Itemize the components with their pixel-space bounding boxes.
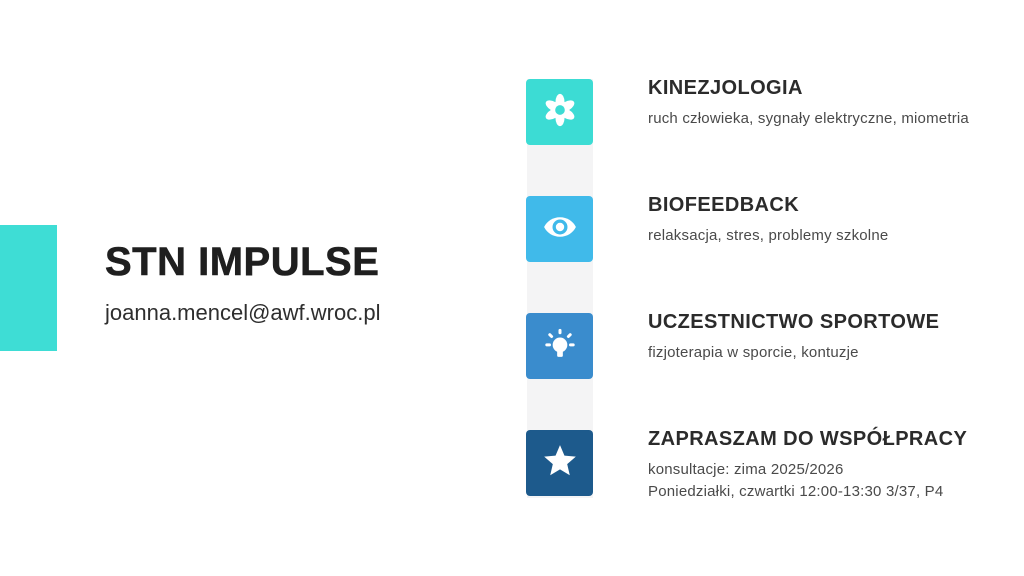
item-description-line: fizjoterapia w sporcie, kontuzje — [648, 344, 859, 361]
list-item-kinezjologia — [648, 76, 1008, 130]
item-description — [648, 225, 1008, 247]
star-icon — [541, 442, 579, 485]
icon-box-zapraszam — [526, 430, 593, 496]
item-title: BIOFEEDBACK — [648, 194, 800, 216]
item-description — [648, 342, 1008, 364]
list-item-zapraszam — [648, 427, 1008, 503]
icon-box-kinezjologia — [526, 79, 593, 145]
item-description-line: ruch człowieka, sygnały elektryczne, miometria — [648, 110, 969, 127]
flower-icon — [543, 93, 577, 132]
item-description-line: Poniedziałki, czwartki 12:00-13:30 3/37, P4 — [648, 483, 944, 500]
eye-icon — [542, 209, 578, 250]
page-title: STN IMPULSE — [105, 240, 380, 284]
list-item-uczestnictwo — [648, 310, 1008, 364]
item-title: UCZESTNICTWO SPORTOWE — [648, 311, 940, 333]
contact-email: joanna.mencel@awf.wroc.pl — [105, 300, 381, 325]
item-title: KINEZJOLOGIA — [648, 77, 803, 99]
item-description-line: konsultacje: zima 2025/2026 — [648, 461, 844, 478]
icon-box-uczestnictwo — [526, 313, 593, 379]
lightbulb-icon — [542, 326, 578, 367]
accent-rectangle — [0, 225, 57, 351]
list-item-biofeedback — [648, 193, 1008, 247]
item-description — [648, 108, 1008, 130]
item-description — [648, 459, 1008, 503]
title-block — [105, 240, 525, 326]
icon-box-biofeedback — [526, 196, 593, 262]
item-description-line: relaksacja, stres, problemy szkolne — [648, 227, 889, 244]
item-title: ZAPRASZAM DO WSPÓŁPRACY — [648, 428, 968, 450]
